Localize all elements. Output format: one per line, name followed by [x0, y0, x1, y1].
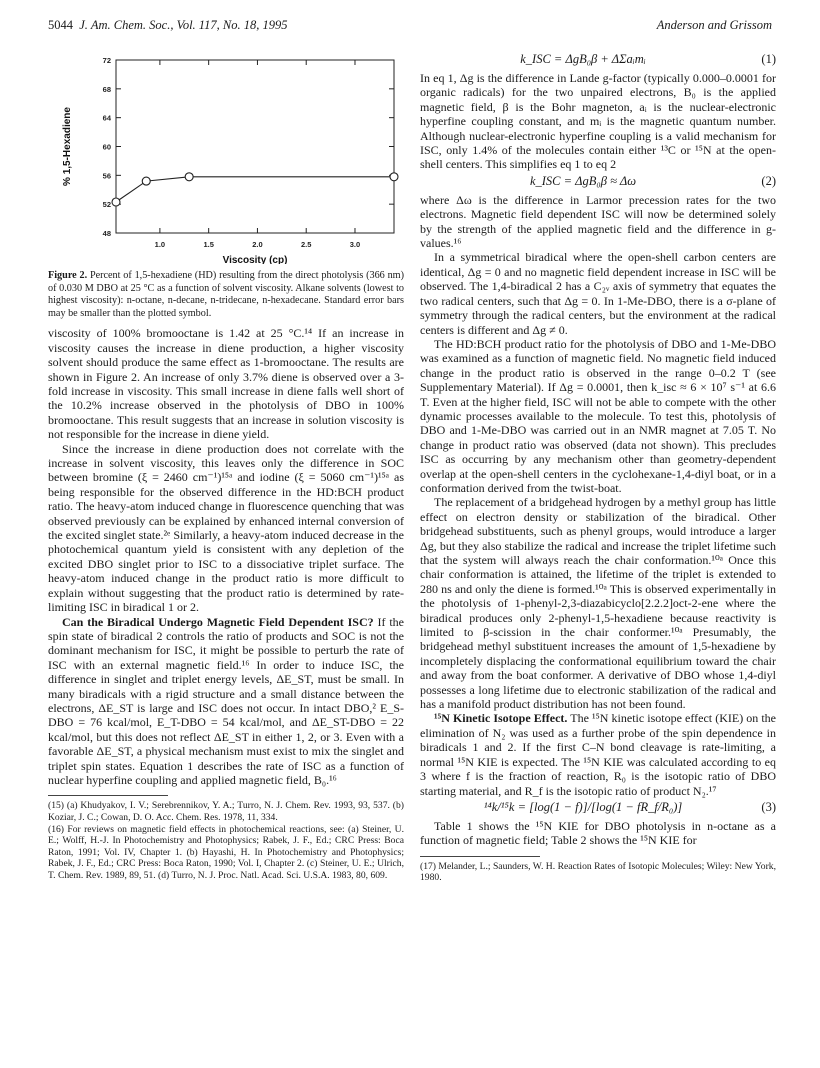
- y-tick-label: 56: [102, 171, 111, 181]
- right-paragraph-2: where Δω is the difference in Larmor precession rates for the two electrons. Magnetic field dependent ISC will now be determined solely by the strength of the applied magnetic field and the difference in g-values.¹⁶: [420, 192, 776, 251]
- x-tick-label: 1.0: [154, 240, 166, 249]
- running-header: [48, 18, 772, 36]
- equation-2-body: k_ISC = ΔgB₀β ≈ Δω: [529, 173, 637, 188]
- viscosity-chart: [48, 50, 404, 264]
- data-point: [142, 177, 150, 185]
- x-axis-label: Viscosity (cp): [222, 255, 288, 264]
- plot-frame: [116, 60, 394, 233]
- section-heading-magnetic: Can the Biradical Undergo Magnetic Field Dependent ISC?: [62, 614, 374, 629]
- left-column: [48, 50, 404, 882]
- right-paragraph-7: Table 1 shows the ¹⁵N KIE for DBO photolysis in n-octane as a function of magnetic field; Table 2 shows the ¹⁵N KIE for: [420, 818, 776, 848]
- equation-3: [420, 800, 776, 815]
- footnote-16: (16) For reviews on magnetic field effects in photochemical reactions, see: (a) Steiner, U. E.; Wolff, H.-J. In Photochemistry and Photophysics; Rabek, J. F., Ed.; CRC Press: Boca Raton, 1991; Vol. IV, Chapter 1. (b) Hayashi, H. In Photochemistry and Photophysics; Rabek, J. F., Ed.; CRC Press: Boca Raton, 1990; Vol. I, Chapter 2. (c) Steiner, U. E.; Ulrich, T. Chem. Rev. 1989, 89, 51. (d) Turro, N. J. Proc. Natl. Acad. Sci. U.S.A. 1983, 80, 609.: [48, 823, 404, 881]
- right-column: [420, 50, 776, 884]
- x-tick-label: 2.0: [252, 240, 263, 249]
- right-paragraph-3: In a symmetrical biradical where the open-shell carbon centers are identical, Δg = 0 and no magnetic field dependent increase in ISC will be observed. The 1,4-biradical 2 has a C₂ᵥ axis of symmetry that equates the two radical centers, such that Δg = 0. In 1-Me-DBO, there is a σ-plane of symmetry through the radical centers, but the environment at the radical centers is different and Δg ≠ 0.: [420, 250, 776, 337]
- right-paragraph-5: The replacement of a bridgehead hydrogen by a methyl group has little effect on electron density or stabilization of the biradical. Other bridgehead substituents, such as phenyl groups, would introduce a larger Δg, but they also stabilize the radical and increase the triplet lifetime such that the system will always reach the chair conformation.¹⁰ᵃ Once this chair conformation is attained, the lifetime of the triplet is extended to 280 ns and only the diene is formed.¹⁰ᵃ This is observed experimentally in the photolysis of 1-phenyl-2,3-diazabicyclo[2.2.2]oct-2-ene where the biradical produces only 2-phenyl-1,5-hexadiene because reactivity is limited to β-scission in the chair conformer.¹⁰ᵃ Presumably, the bridgehead methyl substituent increases the amount of 1,5-hexadiene by incompletely displacing the conformational equilibrium toward the chair and away from the boat conformer. A derivative of DBO whose 1,4-diyl possesses a long lifetime due to electronic stabilization of the radical and has a manifold product distribution has not been found.: [420, 495, 776, 712]
- x-tick-label: 3.0: [349, 240, 361, 249]
- left-paragraph-3-text: If the spin state of biradical 2 controls the ratio of products and SOC is not the dominant mechanism for ISC, it might be possible to perturb the rate of ISC with an external magnetic field.¹⁶ In order to induce ISC, the difference in singlet and triplet energy levels, ΔE_ST, must be small. In many biradicals with a rigid structure and a small distance between the electrons, ΔE_ST is large and ISC does not occur. In intact DBO,² E_S-DBO = 76 kcal/mol, E_T-DBO = 54 kcal/mol, and ΔE_ST-DBO = 22 kcal/mol, but this does not reflect ΔE_ST in either 1, 2, or 3. Even with a favorable ΔE_ST, a physical mechanism must exist to mix the singlet and triplet spin states. Equation 1 describes the rate of ISC as a function of nuclear hyperfine coupling and applied magnetic field, B₀.¹⁶: [48, 614, 404, 787]
- y-axis-label: % 1,5-Hexadiene: [62, 107, 73, 186]
- figure-2: [48, 50, 404, 264]
- left-paragraph-2: Since the increase in diene production does not correlate with the increase in solvent viscosity, this leaves only the difference in SOC between bromine (ξ = 2460 cm⁻¹)¹⁵ᵃ and iodine (ξ = 5060 cm⁻¹)¹⁵ᵃ as being responsible for the observed difference in the HD:BCH product ratio. The heavy-atom induced change in fluorescence quenching that was observed previously can be explained by enhanced internal conversion of the excited singlet state.²ᵉ Similarly, a heavy-atom induced decrease in the photochemical quantum yield is consistent with any depletion of the excited DBO singlet prior to ISC to a dissociative triplet surface. The heavy-atom induced change in the product ratio is more difficult to explain without suggesting that the product ratio is determined by rate-limiting ISC in biradical 1 or 2.: [48, 441, 404, 615]
- right-paragraph-1: In eq 1, Δg is the difference in Lande g-factor (typically 0.000–0.0001 for organic radicals) for the two unpaired electrons, B₀ is the applied magnetic field, β is the Bohr magneton, aᵢ is the nuclear-electronic hyperfine coupling constant, and mᵢ is the magnetic quantum number. Although nuclear-electronic hyperfine coupling is a valid mechanism for ISC, only 1.4% of the molecules contain either ¹³C or ¹⁵N at the open-shell centers. This simplifies eq 1 to eq 2: [420, 71, 776, 172]
- data-point: [185, 173, 193, 181]
- footnote-rule-right: [420, 856, 540, 857]
- left-paragraph-1: viscosity of 100% bromooctane is 1.42 at 25 °C.¹⁴ If an increase in viscosity causes the increase in diene production, a higher viscosity solvent should produce the same effect as 1-bromooctane. The results are shown in Figure 2. An increase of only 3.7% diene is observed over a 3-fold increase in viscosity. This small increase in diene falls well short of the 10.2% increase observed in the photolysis of DBO in 100% bromooctane. This result suggests that an increase in solution viscosity is not responsible for the increase in diene yield.: [48, 326, 404, 442]
- equation-1: [420, 52, 776, 67]
- footnote-rule: [48, 795, 168, 796]
- y-tick-label: 60: [102, 142, 111, 152]
- section-heading-kie: ¹⁵N Kinetic Isotope Effect.: [434, 711, 568, 726]
- caption-text: Percent of 1,5-hexadiene (HD) resulting from the direct photolysis (366 nm) of 0.030 M DBO at 25 °C as a function of solvent viscosity. Alkane solvents (lowest to highest viscosity): n-octane, n-decane, n-tridecane, n-hexadecane. Standard error bars may be smaller than the plotted symbol.: [48, 270, 404, 319]
- footnote-17: (17) Melander, L.; Saunders, W. H. Reaction Rates of Isotopic Molecules; Wiley: New York, 1980.: [420, 860, 776, 884]
- header-left: [48, 18, 287, 36]
- equation-2: [420, 174, 776, 189]
- footnote-15: (15) (a) Khudyakov, I. V.; Serebrennikov, Y. A.; Turro, N. J. Chem. Rev. 1993, 93, 537. (b) Koziar, J. C.; Cowan, D. O. Acc. Chem. Res. 1978, 11, 334.: [48, 800, 404, 823]
- journal-citation: J. Am. Chem. Soc., Vol. 117, No. 18, 1995: [79, 18, 288, 32]
- y-tick-label: 64: [102, 113, 111, 123]
- left-paragraph-3: [48, 615, 404, 788]
- header-authors: Anderson and Grissom: [656, 18, 772, 32]
- page-number: 5044: [48, 18, 73, 32]
- equation-1-number: (1): [761, 52, 776, 66]
- x-tick-label: 1.5: [203, 240, 214, 249]
- series-line: [116, 177, 394, 202]
- right-paragraph-4: The HD:BCH product ratio for the photolysis of DBO and 1-Me-DBO was examined as a function of magnetic field. No magnetic field induced change in the product ratio is observed in the range 0–0.2 T (see Supplementary Material). If Δg = 0.0001, then k_isc ≈ 6 × 10⁷ s⁻¹ at 6.6 T. Even at the higher field, ISC will not be able to compete with the other dynamic processes available to the molecule. To test this, photolysis of DBO and 1-Me-DBO was carried out in an NMR magnet at 7.05 T. No change in product ratio was observed (data not shown). This precludes ISC as occurring by any mechanism other than geometry-dependent overlap at the open-shell centers in the cyclohexane-1,4-diyl boat, or in a conformation derived from the twist-boat.: [420, 336, 776, 495]
- y-tick-label: 72: [102, 56, 111, 65]
- equation-2-number: (2): [761, 173, 776, 188]
- right-paragraph-6-text: The ¹⁵N kinetic isotope effect (KIE) on the elimination of N₂ was used as a further probe of the spin dependence in biradicals 1 and 2. If the first C–N bond cleavage is rate-limiting, a normal ¹⁵N KIE is expected. The ¹⁵N KIE was calculated according to eq 3 where f is the fraction of reaction, R₀ is the isotopic ratio of DBO starting material, and R_f is the isotopic ratio of product N₂.¹⁷: [420, 711, 777, 798]
- equation-3-body: ¹⁴k/¹⁵k = [log(1 − f)]/[log(1 − fR_f/R₀)]: [483, 799, 683, 814]
- y-tick-label: 52: [102, 200, 111, 210]
- data-point: [112, 198, 120, 206]
- figure-caption: [48, 270, 404, 320]
- x-tick-label: 2.5: [300, 240, 312, 249]
- equation-3-number: (3): [761, 799, 776, 814]
- y-tick-label: 48: [102, 229, 111, 238]
- right-paragraph-6: [420, 711, 776, 797]
- equation-1-body: k_ISC = ΔgB₀β + ΔΣaᵢmᵢ: [520, 52, 646, 66]
- data-point: [390, 173, 398, 181]
- caption-label: Figure 2.: [48, 270, 88, 281]
- y-tick-label: 68: [102, 84, 111, 94]
